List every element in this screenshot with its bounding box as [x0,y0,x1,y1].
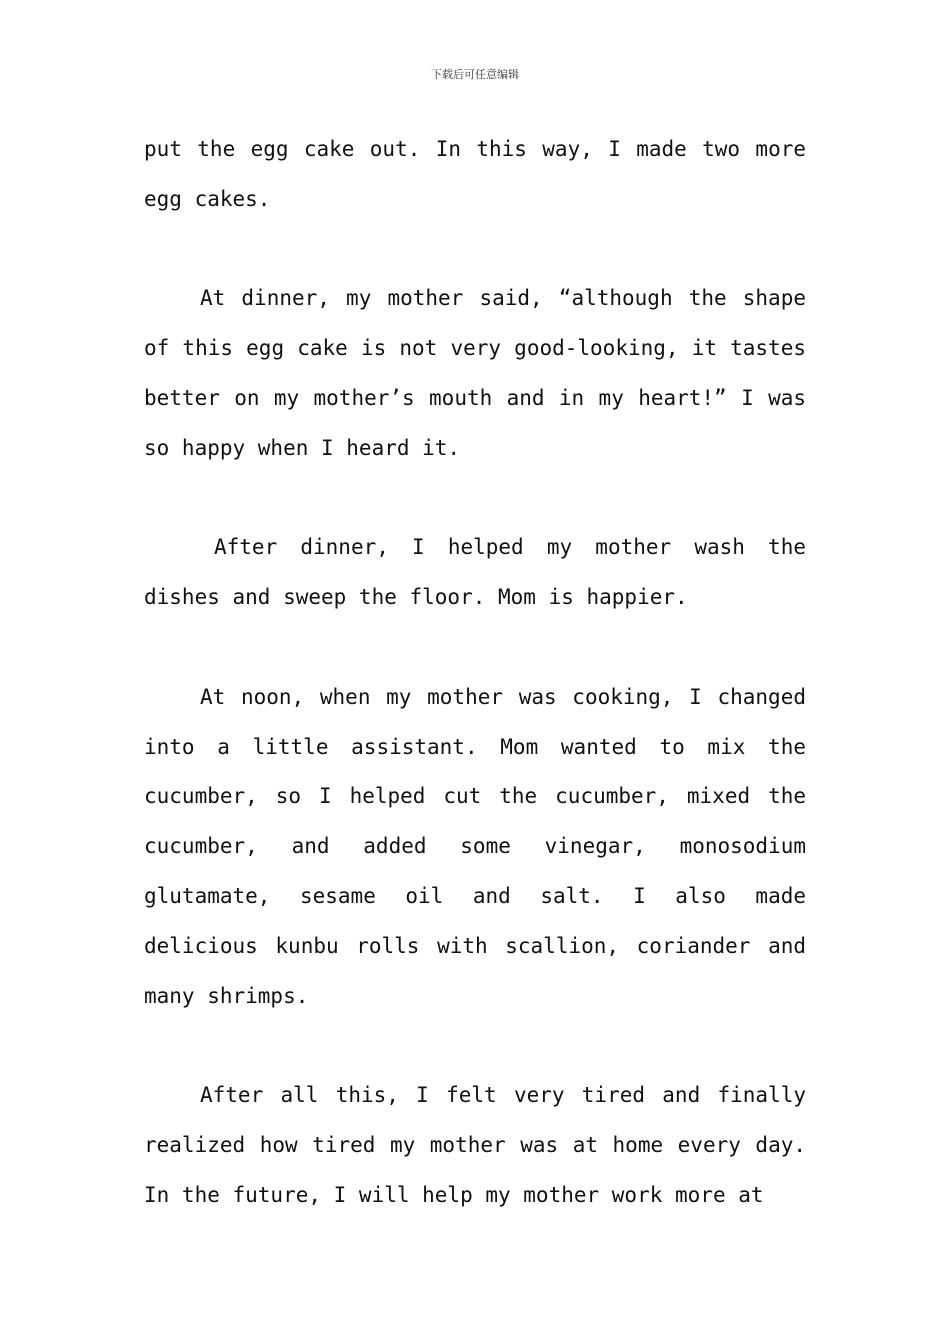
paragraph-4: At noon, when my mother was cooking, I changed into a little assistant. Mom wanted to mix the cucumber, so I helped cut the cucumber, mixed the cucumber, and added some vinegar, monosodium glutamate, sesame oil and salt. I also made delicious kunbu rolls with scallion, coriander and many shrimps. [144,684,806,1008]
page-header: 下载后可任意编辑 [431,68,519,81]
document-body [144,125,806,1270]
paragraph-1: put the egg cake out. In this way, I made two more egg cakes. [144,137,806,211]
paragraph-5: After all this, I felt very tired and finally realized how tired my mother was at home every day. In the future, I will help my mother work more at [144,1083,806,1207]
paragraph-3: After dinner, I helped my mother wash the dishes and sweep the floor. Mom is happier. [144,535,806,610]
paragraph-2: At dinner, my mother said, “although the shape of this egg cake is not very good-looking, it tastes better on my mother’s mouth and in my heart!” I was so happy when I heard it. [144,286,806,460]
